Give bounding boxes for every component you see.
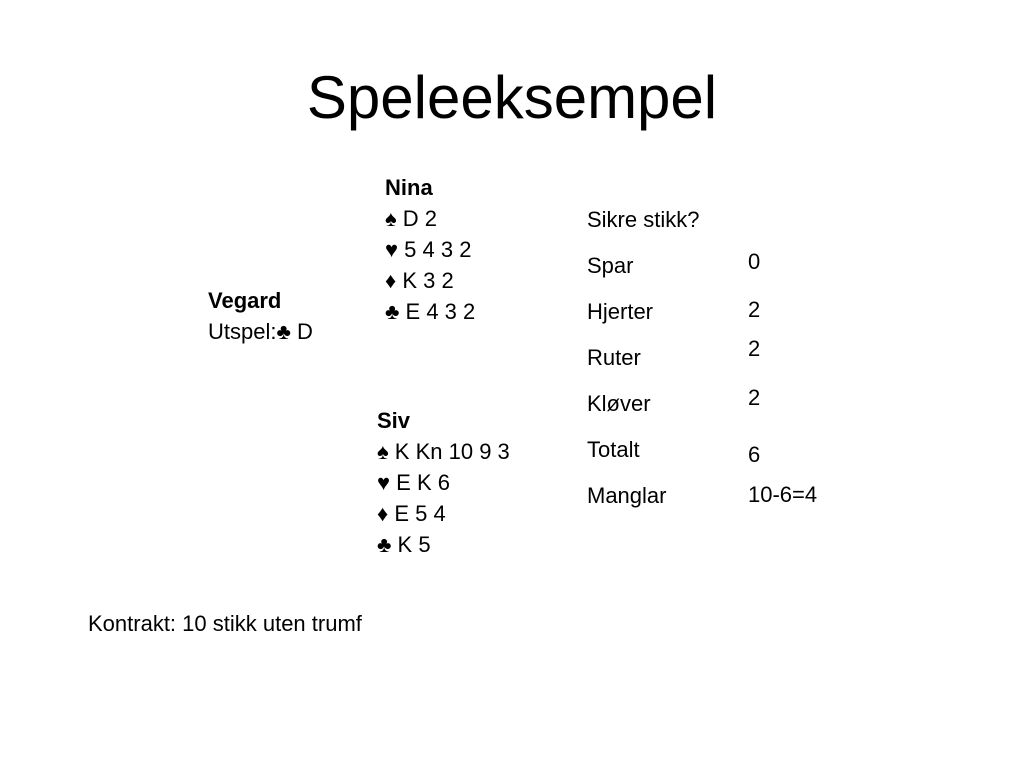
row-value-ruter: 2 (748, 336, 761, 361)
hand-spades: ♠ K Kn 10 9 3 (377, 439, 510, 464)
player-name-siv: Siv (377, 408, 411, 433)
hand-clubs: ♣ E 4 3 2 (385, 299, 476, 324)
row-label-totalt: Totalt (587, 437, 640, 462)
row-label-klover: Kløver (587, 391, 651, 416)
hand-hearts: ♥ 5 4 3 2 (385, 237, 472, 262)
row-label-spar: Spar (587, 253, 634, 278)
row-label-hjerter: Hjerter (587, 299, 654, 324)
hand-diamonds: ♦ E 5 4 (377, 501, 446, 526)
player-name-nina: Nina (385, 175, 433, 200)
player-name-vegard: Vegard (208, 288, 282, 313)
hand-hearts: ♥ E K 6 (377, 470, 450, 495)
row-value-klover: 2 (748, 385, 761, 410)
opening-lead: Utspel:♣ D (208, 319, 313, 344)
south-hand (377, 405, 510, 560)
west-player (208, 285, 313, 347)
hand-clubs: ♣ K 5 (377, 532, 431, 557)
row-label-ruter: Ruter (587, 345, 641, 370)
hand-diamonds: ♦ K 3 2 (385, 268, 454, 293)
row-value-manglar: 10-6=4 (748, 482, 818, 507)
row-value-totalt: 6 (748, 442, 761, 467)
contract-text: Kontrakt: 10 stikk uten trumf (88, 611, 362, 636)
row-label-manglar: Manglar (587, 483, 667, 508)
sure-tricks-heading: Sikre stikk? (587, 207, 700, 232)
row-value-hjerter: 2 (748, 297, 761, 322)
slide-title: Speleeksempel (306, 64, 718, 131)
north-hand (385, 172, 475, 327)
sure-tricks-labels (587, 197, 699, 519)
row-value-spar: 0 (748, 249, 761, 274)
hand-spades: ♠ D 2 (385, 206, 438, 231)
